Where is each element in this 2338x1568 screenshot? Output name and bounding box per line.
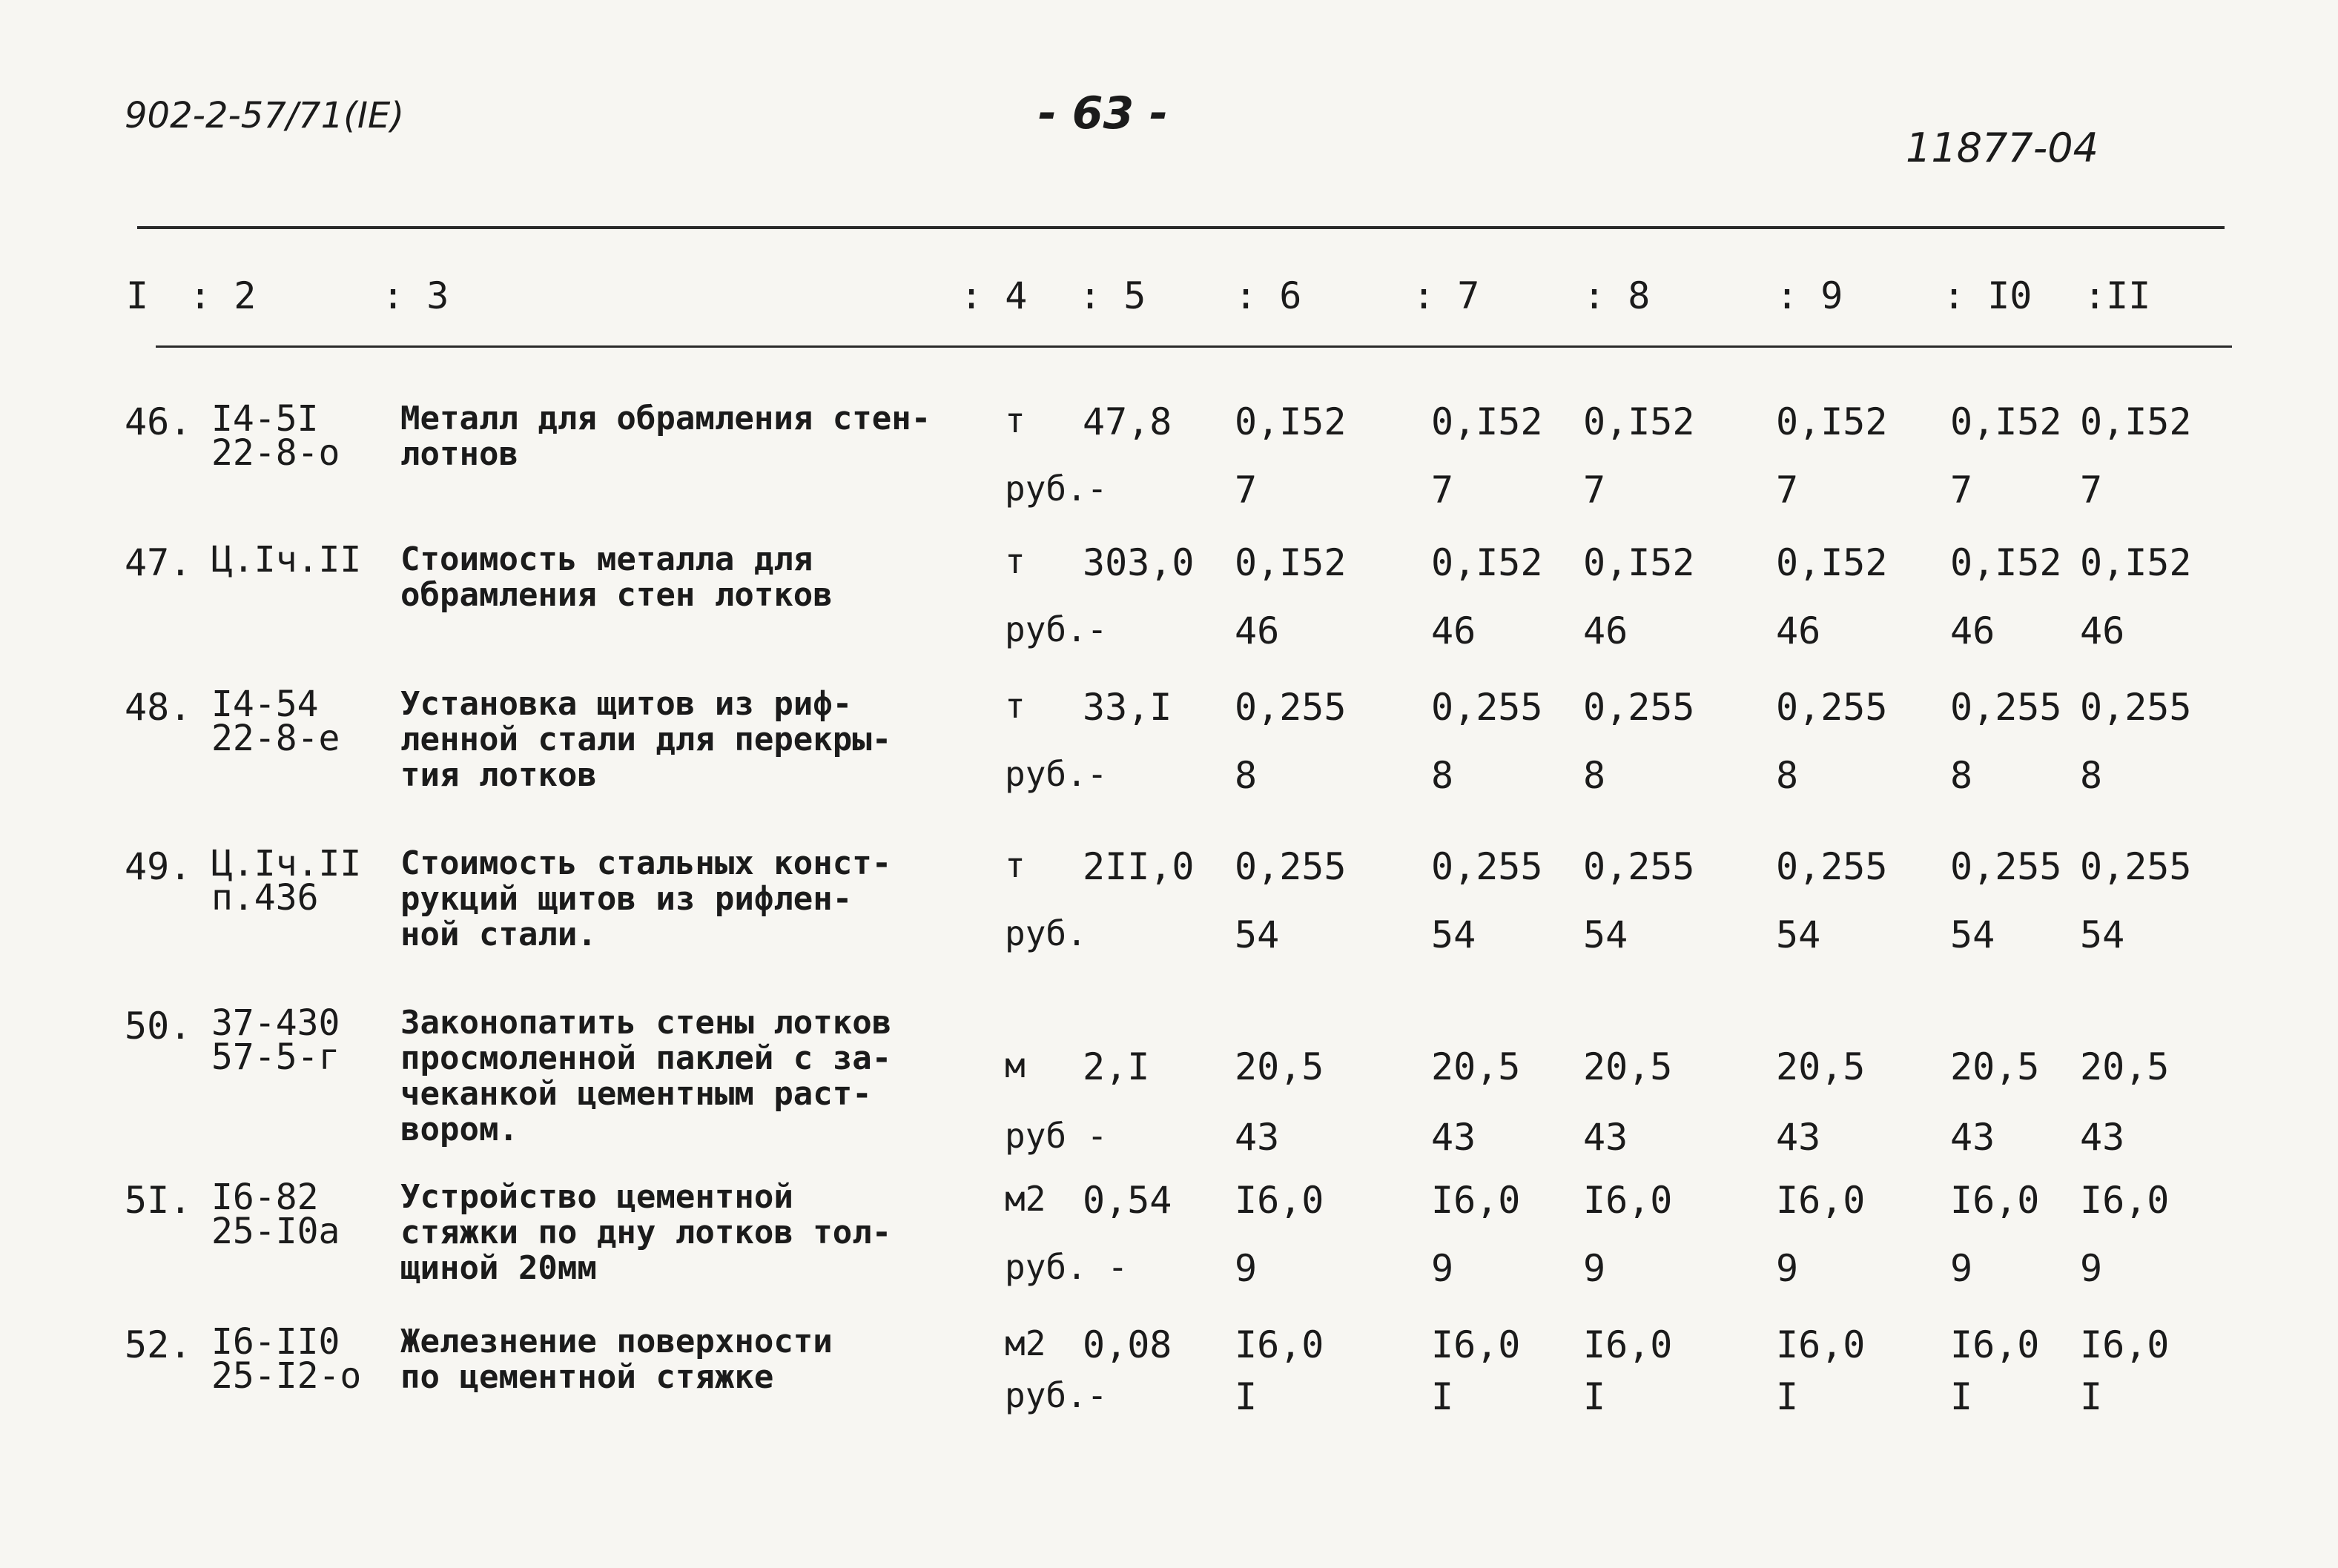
unit-price: 2,I	[1083, 1045, 1150, 1088]
sum-value: 9	[2080, 1247, 2103, 1290]
work-description: рукций щитов из рифлен-	[400, 880, 853, 918]
quantity-value: 0,255	[1950, 686, 2062, 729]
sum-value: 7	[1235, 469, 1258, 512]
quantity-value: I6,0	[1431, 1179, 1521, 1222]
sum-value: 54	[1235, 913, 1280, 956]
unit-label: т	[1005, 845, 1026, 885]
quantity-value: 0,I52	[1776, 541, 1888, 584]
work-description: стяжки по дну лотков тол-	[400, 1214, 892, 1251]
sum-value: 8	[1431, 754, 1454, 797]
work-description: тия лотков	[400, 756, 597, 794]
rate-code: 22-8-о	[211, 432, 340, 474]
sum-value: 54	[1776, 913, 1821, 956]
rate-code: 25-I2-о	[211, 1355, 362, 1397]
quantity-value: 0,I52	[2080, 400, 2192, 443]
sum-value: 46	[1950, 609, 1995, 652]
sum-value: 7	[1950, 469, 1973, 512]
quantity-value: 0,I52	[2080, 541, 2192, 584]
document-code: 902-2-57/71(IE)	[125, 95, 405, 136]
sum-value: 8	[2080, 754, 2103, 797]
quantity-value: 20,5	[1583, 1045, 1673, 1088]
unit-price: 47,8	[1083, 400, 1172, 443]
sum-value: 8	[1583, 754, 1606, 797]
rate-code: Ц.Iч.II	[211, 843, 362, 884]
rate-code: I4-54	[211, 684, 319, 725]
sum-value: 7	[2080, 469, 2103, 512]
quantity-value: 0,255	[2080, 686, 2192, 729]
rub-label: руб.-	[1005, 609, 1108, 649]
unit-label: т	[1005, 541, 1026, 581]
unit-label: м2	[1005, 1179, 1046, 1219]
quantity-value: 0,255	[1776, 845, 1888, 888]
quantity-value: I6,0	[1776, 1323, 1866, 1366]
rub-label: руб.-	[1005, 1375, 1108, 1415]
sum-value: 7	[1431, 469, 1454, 512]
top-rule	[137, 226, 2225, 229]
rub-label: руб -	[1005, 1116, 1108, 1156]
sum-value: 43	[1431, 1116, 1476, 1159]
column-header-6: : 6	[1235, 274, 1302, 317]
sum-value: 9	[1950, 1247, 1973, 1290]
row-number: 46.	[125, 400, 192, 443]
quantity-value: 0,I52	[1431, 541, 1543, 584]
rate-code: I4-5I	[211, 398, 319, 440]
work-description: ной стали.	[400, 916, 597, 953]
sum-value: 46	[1235, 609, 1280, 652]
sum-value: 9	[1776, 1247, 1799, 1290]
quantity-value: 20,5	[1950, 1045, 2040, 1088]
column-header-11: :II	[2084, 274, 2151, 317]
work-description: просмоленной паклей с за-	[400, 1039, 892, 1077]
work-description: лотнов	[400, 435, 518, 473]
sum-value: 43	[1235, 1116, 1280, 1159]
work-description: Стоимость металла для	[400, 540, 813, 578]
column-header-9: : 9	[1776, 274, 1843, 317]
column-header-10: : I0	[1943, 274, 2032, 317]
sum-value: I	[1583, 1375, 1606, 1418]
quantity-value: 0,255	[1235, 845, 1347, 888]
quantity-value: I6,0	[2080, 1323, 2170, 1366]
quantity-value: I6,0	[1235, 1323, 1324, 1366]
work-description: обрамления стен лотков	[400, 576, 833, 614]
rate-code: 37-430	[211, 1002, 340, 1044]
quantity-value: 0,255	[1950, 845, 2062, 888]
sum-value: 9	[1235, 1247, 1258, 1290]
unit-price: 303,0	[1083, 541, 1195, 584]
row-number: 48.	[125, 686, 192, 729]
row-number: 52.	[125, 1323, 192, 1366]
sum-value: 8	[1235, 754, 1258, 797]
sum-value: 7	[1583, 469, 1606, 512]
unit-label: т	[1005, 400, 1026, 440]
work-description: Стоимость стальных конст-	[400, 844, 892, 882]
unit-price: 2II,0	[1083, 845, 1195, 888]
rub-label: руб.	[1005, 913, 1087, 953]
header-rule	[156, 345, 2232, 348]
sum-value: 43	[1776, 1116, 1821, 1159]
unit-label: м2	[1005, 1323, 1046, 1363]
quantity-value: 0,255	[1235, 686, 1347, 729]
rate-code: 22-8-е	[211, 718, 340, 759]
unit-price: 33,I	[1083, 686, 1172, 729]
sum-value: 8	[1776, 754, 1799, 797]
sum-value: I	[1431, 1375, 1454, 1418]
quantity-value: 0,255	[1431, 845, 1543, 888]
quantity-value: 0,I52	[1776, 400, 1888, 443]
row-number: 49.	[125, 845, 192, 888]
column-header-1: I	[126, 274, 149, 317]
sum-value: 8	[1950, 754, 1973, 797]
quantity-value: I6,0	[1583, 1323, 1673, 1366]
quantity-value: 20,5	[2080, 1045, 2170, 1088]
sum-value: 54	[1431, 913, 1476, 956]
quantity-value: 0,255	[1431, 686, 1543, 729]
rate-code: 25-I0а	[211, 1211, 340, 1252]
quantity-value: 0,I52	[1950, 400, 2062, 443]
sum-value: I	[1776, 1375, 1799, 1418]
row-number: 47.	[125, 541, 192, 584]
rate-code: I6-82	[211, 1177, 319, 1218]
column-header-2: : 2	[189, 274, 257, 317]
sum-value: I	[1950, 1375, 1973, 1418]
unit-label: т	[1005, 686, 1026, 726]
quantity-value: 0,255	[1583, 686, 1695, 729]
quantity-value: I6,0	[1950, 1323, 2040, 1366]
work-description: Железнение поверхности	[400, 1323, 833, 1360]
sum-value: 54	[2080, 913, 2125, 956]
sum-value: 9	[1583, 1247, 1606, 1290]
quantity-value: 0,255	[2080, 845, 2192, 888]
sum-value: 43	[1950, 1116, 1995, 1159]
column-header-4: : 4	[960, 274, 1028, 317]
page-number: - 63 -	[1038, 87, 1169, 139]
unit-label: м	[1005, 1045, 1026, 1085]
work-description: по цементной стяжке	[400, 1358, 774, 1396]
row-number: 5I.	[125, 1179, 192, 1222]
quantity-value: 0,I52	[1431, 400, 1543, 443]
column-header-3: : 3	[382, 274, 449, 317]
rate-code: Ц.Iч.II	[211, 539, 362, 580]
sum-value: 43	[2080, 1116, 2125, 1159]
quantity-value: 0,I52	[1235, 541, 1347, 584]
rub-label: руб.-	[1005, 754, 1108, 794]
work-description: щиной 20мм	[400, 1249, 597, 1287]
quantity-value: 0,I52	[1583, 541, 1695, 584]
quantity-value: 0,255	[1583, 845, 1695, 888]
sum-value: 54	[1950, 913, 1995, 956]
unit-price: 0,54	[1083, 1179, 1172, 1222]
sum-value: 46	[1776, 609, 1821, 652]
row-number: 50.	[125, 1005, 192, 1048]
sum-value: 54	[1583, 913, 1628, 956]
work-description: Установка щитов из риф-	[400, 685, 853, 723]
column-header-7: : 7	[1413, 274, 1480, 317]
quantity-value: I6,0	[1950, 1179, 2040, 1222]
work-description: чеканкой цементным раст-	[400, 1075, 872, 1113]
quantity-value: I6,0	[1235, 1179, 1324, 1222]
quantity-value: I6,0	[2080, 1179, 2170, 1222]
unit-price: 0,08	[1083, 1323, 1172, 1366]
sum-value: I	[2080, 1375, 2103, 1418]
archive-number: 11877-04	[1906, 125, 2098, 171]
quantity-value: 0,I52	[1583, 400, 1695, 443]
work-description: Металл для обрамления стен-	[400, 400, 931, 437]
sum-value: 43	[1583, 1116, 1628, 1159]
quantity-value: I6,0	[1583, 1179, 1673, 1222]
column-header-5: : 5	[1079, 274, 1146, 317]
sum-value: 46	[1583, 609, 1628, 652]
rate-code: п.436	[211, 877, 319, 919]
rub-label: руб.-	[1005, 469, 1108, 509]
work-description: вором.	[400, 1111, 518, 1148]
sum-value: I	[1235, 1375, 1258, 1418]
work-description: Устройство цементной	[400, 1178, 793, 1216]
quantity-value: 0,255	[1776, 686, 1888, 729]
quantity-value: I6,0	[1776, 1179, 1866, 1222]
work-description: Законопатить стены лотков	[400, 1004, 892, 1042]
quantity-value: 0,I52	[1235, 400, 1347, 443]
quantity-value: 20,5	[1431, 1045, 1521, 1088]
quantity-value: 20,5	[1776, 1045, 1866, 1088]
column-header-8: : 8	[1583, 274, 1651, 317]
sum-value: 46	[1431, 609, 1476, 652]
sum-value: 9	[1431, 1247, 1454, 1290]
quantity-value: 0,I52	[1950, 541, 2062, 584]
quantity-value: 20,5	[1235, 1045, 1324, 1088]
rate-code: I6-II0	[211, 1321, 340, 1363]
work-description: ленной стали для перекры-	[400, 721, 892, 758]
rub-label: руб. -	[1005, 1247, 1129, 1287]
sum-value: 7	[1776, 469, 1799, 512]
sum-value: 46	[2080, 609, 2125, 652]
rate-code: 57-5-г	[211, 1036, 340, 1078]
quantity-value: I6,0	[1431, 1323, 1521, 1366]
